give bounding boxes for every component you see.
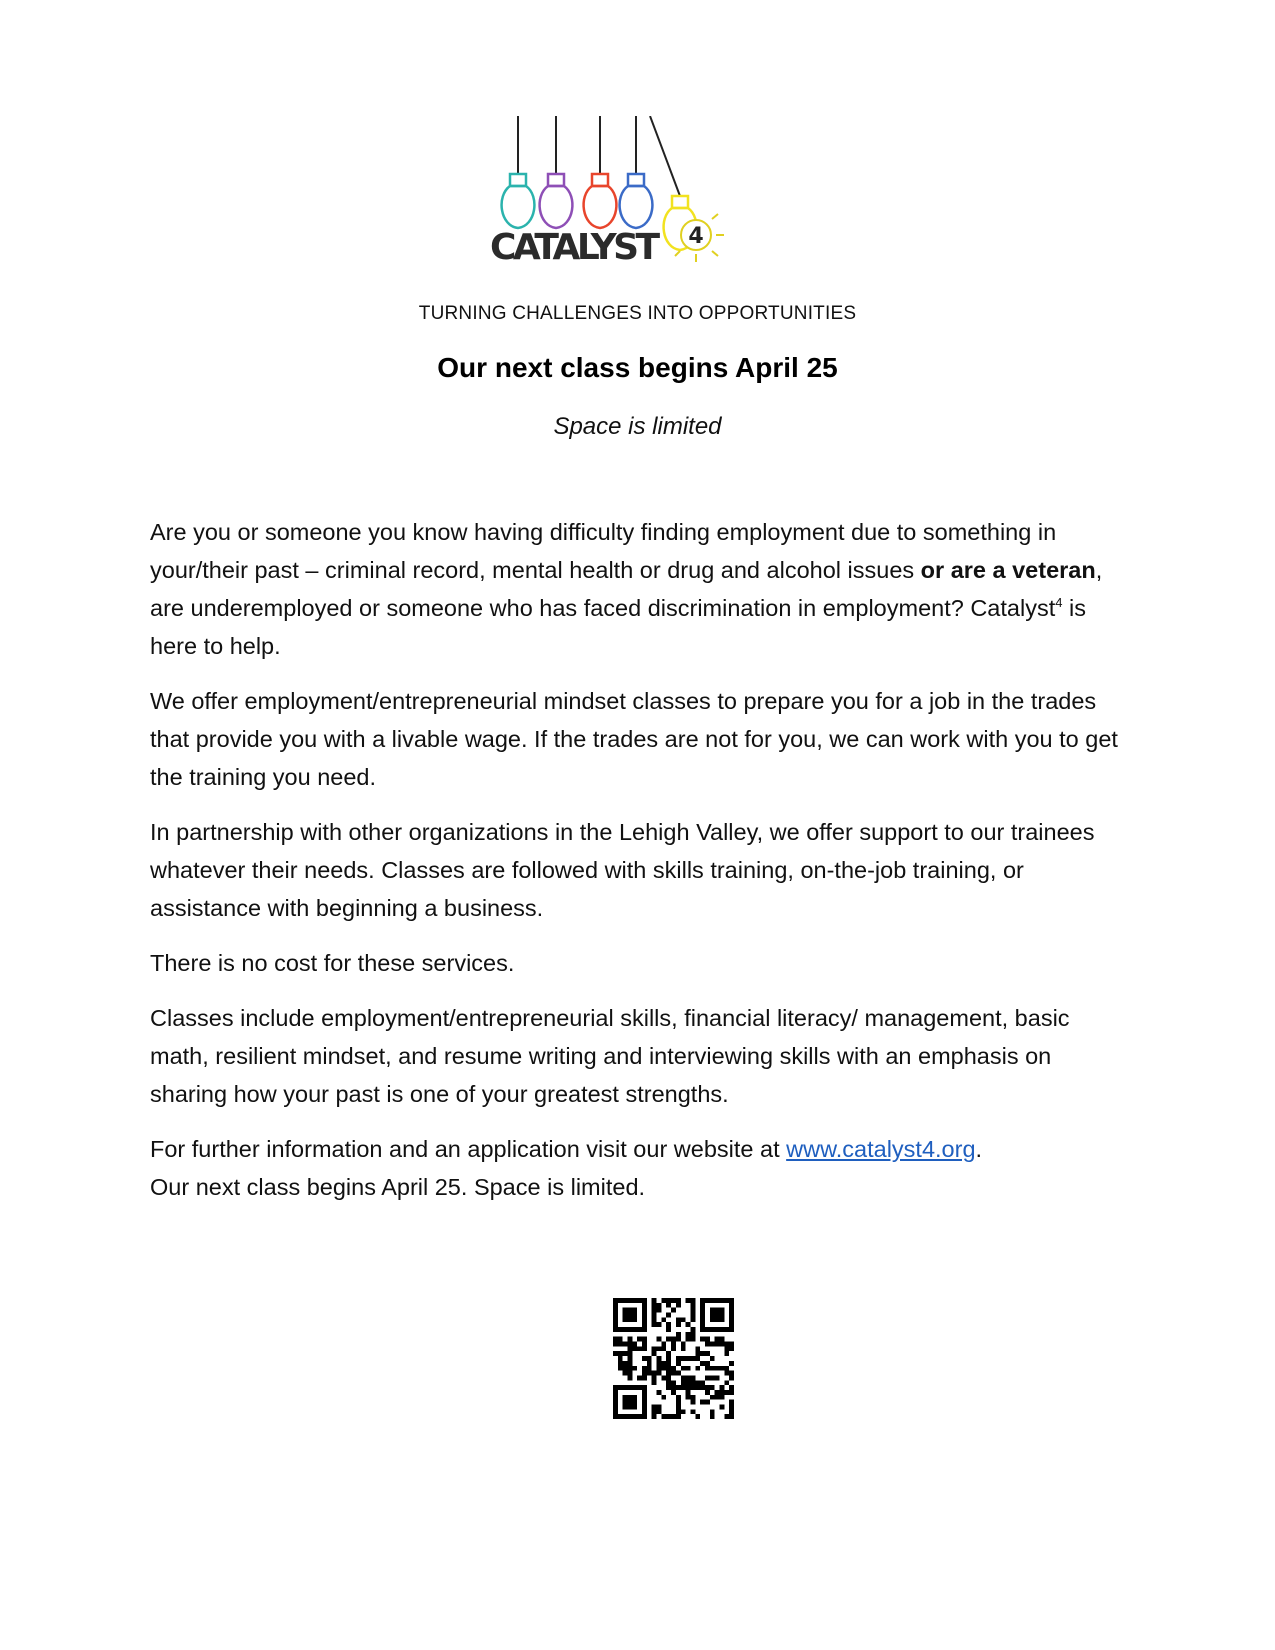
qr-module [724,1380,729,1385]
qr-module [700,1351,705,1356]
qr-module [695,1356,700,1361]
qr-module [647,1356,652,1361]
qr-module [652,1308,657,1313]
qr-module [700,1385,705,1390]
qr-module [666,1356,671,1361]
qr-module [671,1366,676,1371]
qr-module [686,1332,691,1337]
qr-module [676,1322,681,1327]
qr-module [676,1371,681,1376]
qr-module [681,1342,686,1347]
qr-module [695,1414,700,1419]
qr-module [676,1414,681,1419]
qr-module [623,1366,628,1371]
qr-module [637,1375,642,1380]
qr-module [729,1361,734,1366]
qr-module [686,1322,691,1327]
qr-module [666,1385,671,1390]
qr-module [657,1366,662,1371]
website-link[interactable]: www.catalyst4.org [786,1136,976,1162]
qr-module [618,1337,623,1342]
qr-module [710,1395,715,1400]
qr-module [690,1375,695,1380]
qr-module [695,1385,700,1390]
qr-module [666,1361,671,1366]
light-bulb-icon [502,186,535,228]
qr-finder [613,1327,647,1332]
qr-module [729,1414,734,1419]
qr-module [705,1400,710,1405]
headline: Our next class begins April 25 [437,352,838,383]
qr-module [700,1337,705,1342]
bulb-base [628,174,644,186]
qr-module [671,1308,676,1313]
qr-module [676,1298,681,1303]
qr-module [652,1351,657,1356]
qr-module [642,1342,647,1347]
qr-module [690,1337,695,1342]
qr-module [729,1390,734,1395]
qr-module [719,1342,724,1347]
paragraph-contact [150,1130,1130,1206]
qr-module [671,1346,676,1351]
qr-module [661,1361,666,1366]
paragraph-intro [150,513,1130,665]
qr-module [681,1356,686,1361]
qr-module [671,1298,676,1303]
qr-module [690,1308,695,1313]
qr-module [715,1337,720,1342]
qr-module [628,1371,633,1376]
qr-module [657,1308,662,1313]
qr-module [666,1337,671,1342]
qr-module [676,1385,681,1390]
qr-module [690,1327,695,1332]
qr-module [652,1303,657,1308]
qr-code-icon[interactable] [613,1298,734,1419]
qr-module [666,1303,671,1308]
qr-module [666,1375,671,1380]
qr-module [700,1400,705,1405]
qr-module [686,1395,691,1400]
logo-badge: 4 [688,224,704,249]
qr-module [657,1371,662,1376]
subheadline: Space is limited [553,413,722,440]
qr-module [724,1351,729,1356]
qr-finder [700,1298,705,1332]
qr-module [661,1395,666,1400]
qr-module [710,1366,715,1371]
logo-wordmark: CATALYST [490,227,660,268]
qr-module [686,1298,691,1303]
qr-module [652,1414,657,1419]
qr-module [715,1395,720,1400]
qr-module [729,1371,734,1376]
light-bulb-icon [620,186,653,228]
qr-finder [623,1395,638,1410]
qr-module [657,1404,662,1409]
qr-module [652,1322,657,1327]
qr-module [705,1342,710,1347]
qr-finder [642,1385,647,1419]
qr-module [661,1375,666,1380]
qr-module [628,1351,633,1356]
qr-module [628,1356,633,1361]
qr-finder [613,1385,647,1390]
qr-module [715,1375,720,1380]
qr-module [676,1400,681,1405]
qr-finder [613,1385,618,1419]
qr-module [690,1400,695,1405]
qr-module [729,1375,734,1380]
qr-module [690,1395,695,1400]
qr-module [647,1361,652,1366]
qr-module [647,1366,652,1371]
qr-module [661,1298,666,1303]
qr-module [705,1375,710,1380]
qr-module [666,1351,671,1356]
qr-module [676,1409,681,1414]
qr-module [661,1346,666,1351]
qr-module [719,1337,724,1342]
qr-module [729,1346,734,1351]
qr-module [690,1385,695,1390]
qr-module [628,1361,633,1366]
qr-module [686,1380,691,1385]
qr-module [724,1366,729,1371]
qr-finder [623,1308,638,1323]
intro-text-2: , are underemployed or someone who has faced discrimination in employment? Catalyst [150,557,1103,621]
qr-module [690,1303,695,1308]
qr-module [729,1342,734,1347]
qr-module [705,1337,710,1342]
qr-module [710,1385,715,1390]
qr-module [686,1375,691,1380]
paragraph-partnership: In partnership with other organizations in the Lehigh Valley, we offer support to our trainees whatever their needs. Classes are followed with skills training, on-the-job training, or assistance with beginning a business. [150,819,1095,921]
qr-module [671,1385,676,1390]
qr-module [642,1356,647,1361]
qr-module [657,1390,662,1395]
qr-finder [642,1298,647,1332]
bulb-base [672,196,688,208]
qr-module [724,1390,729,1395]
qr-module [618,1356,623,1361]
qr-module [652,1298,657,1303]
qr-module [618,1361,623,1366]
light-bulb-icon [540,186,573,228]
qr-module [719,1404,724,1409]
qr-module [729,1404,734,1409]
qr-module [666,1298,671,1303]
qr-module [686,1385,691,1390]
qr-module [676,1337,681,1342]
light-bulb-icon [584,186,617,228]
qr-module [652,1375,657,1380]
qr-finder [700,1298,734,1303]
qr-module [637,1346,642,1351]
qr-module [623,1342,628,1347]
qr-module [666,1322,671,1327]
qr-module [710,1375,715,1380]
qr-module [642,1337,647,1342]
qr-module [686,1356,691,1361]
intro-text-3: is here to help. [150,595,1086,659]
qr-module [695,1346,700,1351]
qr-module [647,1371,652,1376]
qr-module [715,1342,720,1347]
qr-module [642,1346,647,1351]
qr-module [671,1380,676,1385]
qr-module [657,1361,662,1366]
qr-module [710,1409,715,1414]
qr-module [705,1361,710,1366]
qr-module [661,1366,666,1371]
qr-module [681,1375,686,1380]
qr-module [724,1346,729,1351]
qr-module [618,1366,623,1371]
qr-module [705,1366,710,1371]
qr-module [613,1337,618,1342]
qr-finder [613,1298,647,1303]
paragraph-classes: Classes include employment/entrepreneurial skills, financial literacy/ management, basic math, resilient mindset, and resume writing and interviewing skills with an emphasis on sharing how your past is one of your greatest strengths. [150,1005,1070,1107]
qr-module [681,1409,686,1414]
qr-module [686,1337,691,1342]
qr-module [719,1366,724,1371]
qr-module [623,1361,628,1366]
qr-finder [710,1308,725,1323]
contact-line-2: Our next class begins April 25. Space is limited. [150,1174,646,1200]
qr-finder [700,1327,734,1332]
qr-module [661,1317,666,1322]
qr-module [671,1414,676,1419]
qr-module [657,1409,662,1414]
qr-module [700,1361,705,1366]
qr-module [690,1409,695,1414]
qr-module [705,1385,710,1390]
qr-module [666,1371,671,1376]
qr-module [676,1404,681,1409]
qr-module [618,1342,623,1347]
qr-module [681,1380,686,1385]
qr-module [666,1414,671,1419]
qr-module [695,1351,700,1356]
contact-text: For further information and an application visit our website at [150,1136,787,1162]
intro-text-1: Are you or someone you know having difficulty finding employment due to something in your/their past – criminal record, mental health or drug and alcohol issues [150,519,1057,583]
catalyst-superscript: 4 [1055,595,1063,611]
qr-module [695,1366,700,1371]
qr-module [719,1390,724,1395]
qr-module [681,1366,686,1371]
qr-module [676,1303,681,1308]
qr-module [690,1313,695,1318]
qr-module [729,1400,734,1405]
qr-finder [729,1298,734,1332]
qr-module [666,1327,671,1332]
bulb-base [510,174,526,186]
qr-module [681,1385,686,1390]
qr-module [628,1346,633,1351]
qr-module [628,1375,633,1380]
qr-module [676,1395,681,1400]
qr-module [618,1351,623,1356]
qr-module [623,1371,628,1376]
qr-module [681,1317,686,1322]
qr-module [671,1337,676,1342]
qr-module [690,1356,695,1361]
qr-module [671,1371,676,1376]
qr-module [715,1390,720,1395]
qr-module [613,1342,618,1347]
tagline: TURNING CHALLENGES INTO OPPORTUNITIES [418,303,857,324]
qr-module [628,1342,633,1347]
qr-module [642,1366,647,1371]
qr-module [652,1380,657,1385]
qr-module [642,1371,647,1376]
body-text [150,513,1130,1223]
bulb-base [592,174,608,186]
qr-module [676,1332,681,1337]
qr-module [690,1298,695,1303]
qr-module [686,1366,691,1371]
qr-module [657,1322,662,1327]
qr-module [705,1390,710,1395]
qr-module [652,1313,657,1318]
qr-module [642,1375,647,1380]
qr-module [632,1346,637,1351]
qr-module [690,1317,695,1322]
qr-module [695,1380,700,1385]
qr-module [652,1346,657,1351]
qr-module [729,1409,734,1414]
qr-module [666,1366,671,1371]
qr-module [671,1342,676,1347]
qr-module [705,1351,710,1356]
qr-module [700,1380,705,1385]
bulb-base [548,174,564,186]
veteran-emphasis: or are a veteran [920,557,1096,583]
qr-module [632,1342,637,1347]
qr-finder [613,1414,647,1419]
paragraph-offer: We offer employment/entrepreneurial mindset classes to prepare you for a job in the trades that provide you with a livable wage. If the trades are not for you, we can work with you to get the training you need. [150,688,1118,790]
qr-module [686,1390,691,1395]
qr-module [632,1366,637,1371]
qr-module [666,1380,671,1385]
qr-module [729,1385,734,1390]
qr-module [690,1332,695,1337]
qr-module [715,1366,720,1371]
qr-module [661,1342,666,1347]
qr-module [681,1346,686,1351]
qr-module [628,1366,633,1371]
qr-module [724,1371,729,1376]
contact-suffix: . [975,1136,983,1162]
qr-module [652,1404,657,1409]
qr-finder [613,1298,618,1332]
qr-module [628,1337,633,1342]
qr-module [623,1351,628,1356]
qr-module [652,1409,657,1414]
qr-module [676,1356,681,1361]
qr-module [613,1351,618,1356]
qr-module [666,1313,671,1318]
qr-module [652,1371,657,1376]
qr-module [657,1303,662,1308]
qr-module [657,1346,662,1351]
qr-module [657,1356,662,1361]
qr-module [657,1337,662,1342]
qr-module [710,1414,715,1419]
paragraph-cost: There is no cost for these services. [150,950,515,976]
qr-module [724,1342,729,1347]
qr-module [652,1317,657,1322]
qr-module [690,1380,695,1385]
qr-module [676,1361,681,1366]
qr-module [637,1337,642,1342]
catalyst4-logo [490,116,760,276]
qr-module [719,1395,724,1400]
qr-module [710,1356,715,1361]
qr-module [724,1414,729,1419]
qr-module [661,1414,666,1419]
qr-module [671,1390,676,1395]
qr-module [710,1342,715,1347]
qr-module [719,1385,724,1390]
qr-module [676,1317,681,1322]
